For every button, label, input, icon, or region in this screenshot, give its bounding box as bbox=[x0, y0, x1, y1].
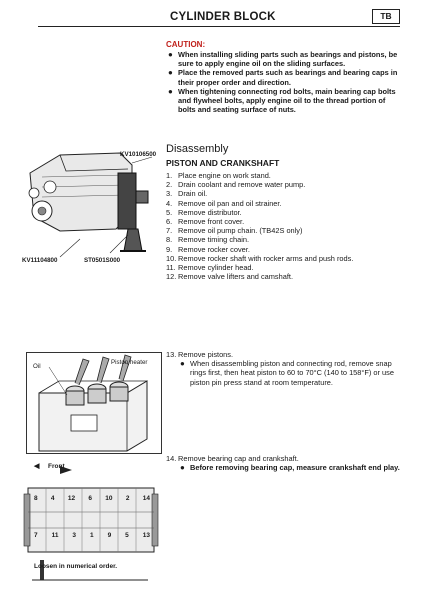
step-item: 7. Remove oil pump chain. (TB42S only) bbox=[166, 226, 303, 236]
figure-caption: Loosen in numerical order. bbox=[34, 563, 118, 570]
step-item: 2. Drain coolant and remove water pump. bbox=[166, 180, 306, 190]
bolt-number: 13 bbox=[142, 532, 150, 539]
step-bullet: ● Before removing bearing cap, measure crankshaft end play. bbox=[180, 463, 400, 473]
engine-illustration bbox=[20, 143, 162, 273]
front-label: Front bbox=[48, 463, 65, 470]
bearing-order-top bbox=[34, 495, 150, 502]
front-arrow-icon: ◀ bbox=[34, 463, 40, 470]
caution-title: CAUTION: bbox=[166, 40, 206, 49]
step-13-block bbox=[166, 350, 400, 387]
steps-list bbox=[166, 171, 400, 281]
step-item: 11. Remove cylinder head. bbox=[166, 263, 254, 273]
step-item: 8. Remove timing chain. bbox=[166, 235, 250, 245]
bolt-number: 3 bbox=[72, 532, 77, 539]
caution-item: ● When tightening connecting rod bolts, main bearing cap bolts and flywheel bolts, apply engine oil to the thread portion of bolts and seating surface of nuts. bbox=[168, 86, 396, 115]
oil-label: Oil bbox=[33, 363, 41, 370]
step-item: 4. Remove oil pan and oil strainer. bbox=[166, 198, 282, 208]
step-14-block bbox=[166, 454, 400, 472]
tool-label: ST0501S000 bbox=[84, 257, 121, 264]
piston-heater-figure bbox=[26, 352, 162, 454]
caution-item: ● When installing sliding parts such as bearings and pistons, be sure to apply engine oil on the sliding surfaces. bbox=[168, 50, 398, 69]
heater-label: Piston heater bbox=[111, 359, 148, 366]
header-divider bbox=[38, 26, 400, 27]
bolt-number: 7 bbox=[34, 532, 38, 539]
piston-heater-illustration bbox=[27, 353, 161, 453]
bearing-order-bottom bbox=[34, 532, 150, 539]
bolt-number: 9 bbox=[107, 532, 112, 539]
step-item: 12. Remove valve lifters and camshaft. bbox=[166, 272, 294, 282]
page-title: CYLINDER BLOCK bbox=[170, 11, 276, 23]
step-bullet: ● When disassembling piston and connecting rod, remove snap rings first, then heat piston to 60 to 70°C (140 to 158°F) or use piston pin press stand at room temperature. bbox=[180, 359, 394, 387]
bolt-number: 6 bbox=[88, 495, 92, 502]
step-item: 9. Remove rocker cover. bbox=[166, 244, 250, 254]
step-item: 3. Drain oil. bbox=[166, 189, 208, 199]
bolt-number: 4 bbox=[50, 495, 55, 502]
bolt-number: 2 bbox=[125, 495, 130, 502]
section-tag: TB bbox=[372, 9, 400, 24]
tool-label: KV11104800 bbox=[22, 257, 58, 264]
section-heading: Disassembly bbox=[166, 143, 229, 155]
bolt-number: 14 bbox=[142, 495, 150, 502]
step-item: 13. Remove pistons. bbox=[166, 350, 234, 359]
bolt-number: 12 bbox=[67, 495, 76, 502]
step-item: 10. Remove rocker shaft with rocker arms and push rods. bbox=[166, 253, 354, 263]
subsection-heading: PISTON AND CRANKSHAFT bbox=[166, 158, 280, 168]
bolt-number: 1 bbox=[89, 532, 94, 539]
bolt-number: 8 bbox=[34, 495, 38, 502]
caution-item: ● Place the removed parts such as bearings and bearing caps in their proper order and direction. bbox=[168, 68, 398, 87]
caution-list bbox=[166, 50, 400, 114]
step-item: 14. Remove bearing cap and crankshaft. bbox=[166, 454, 299, 463]
bolt-number: 10 bbox=[105, 495, 113, 502]
engine-stand-figure bbox=[20, 143, 162, 273]
tool-label: KV10106500 bbox=[120, 151, 157, 158]
step-item: 5. Remove distributor. bbox=[166, 207, 242, 217]
bearing-order-figure bbox=[20, 460, 160, 582]
bolt-number: 5 bbox=[125, 532, 129, 539]
step-item: 1. Place engine on work stand. bbox=[166, 171, 271, 180]
step-item: 6. Remove front cover. bbox=[166, 217, 245, 227]
bolt-number: 11 bbox=[51, 532, 59, 539]
